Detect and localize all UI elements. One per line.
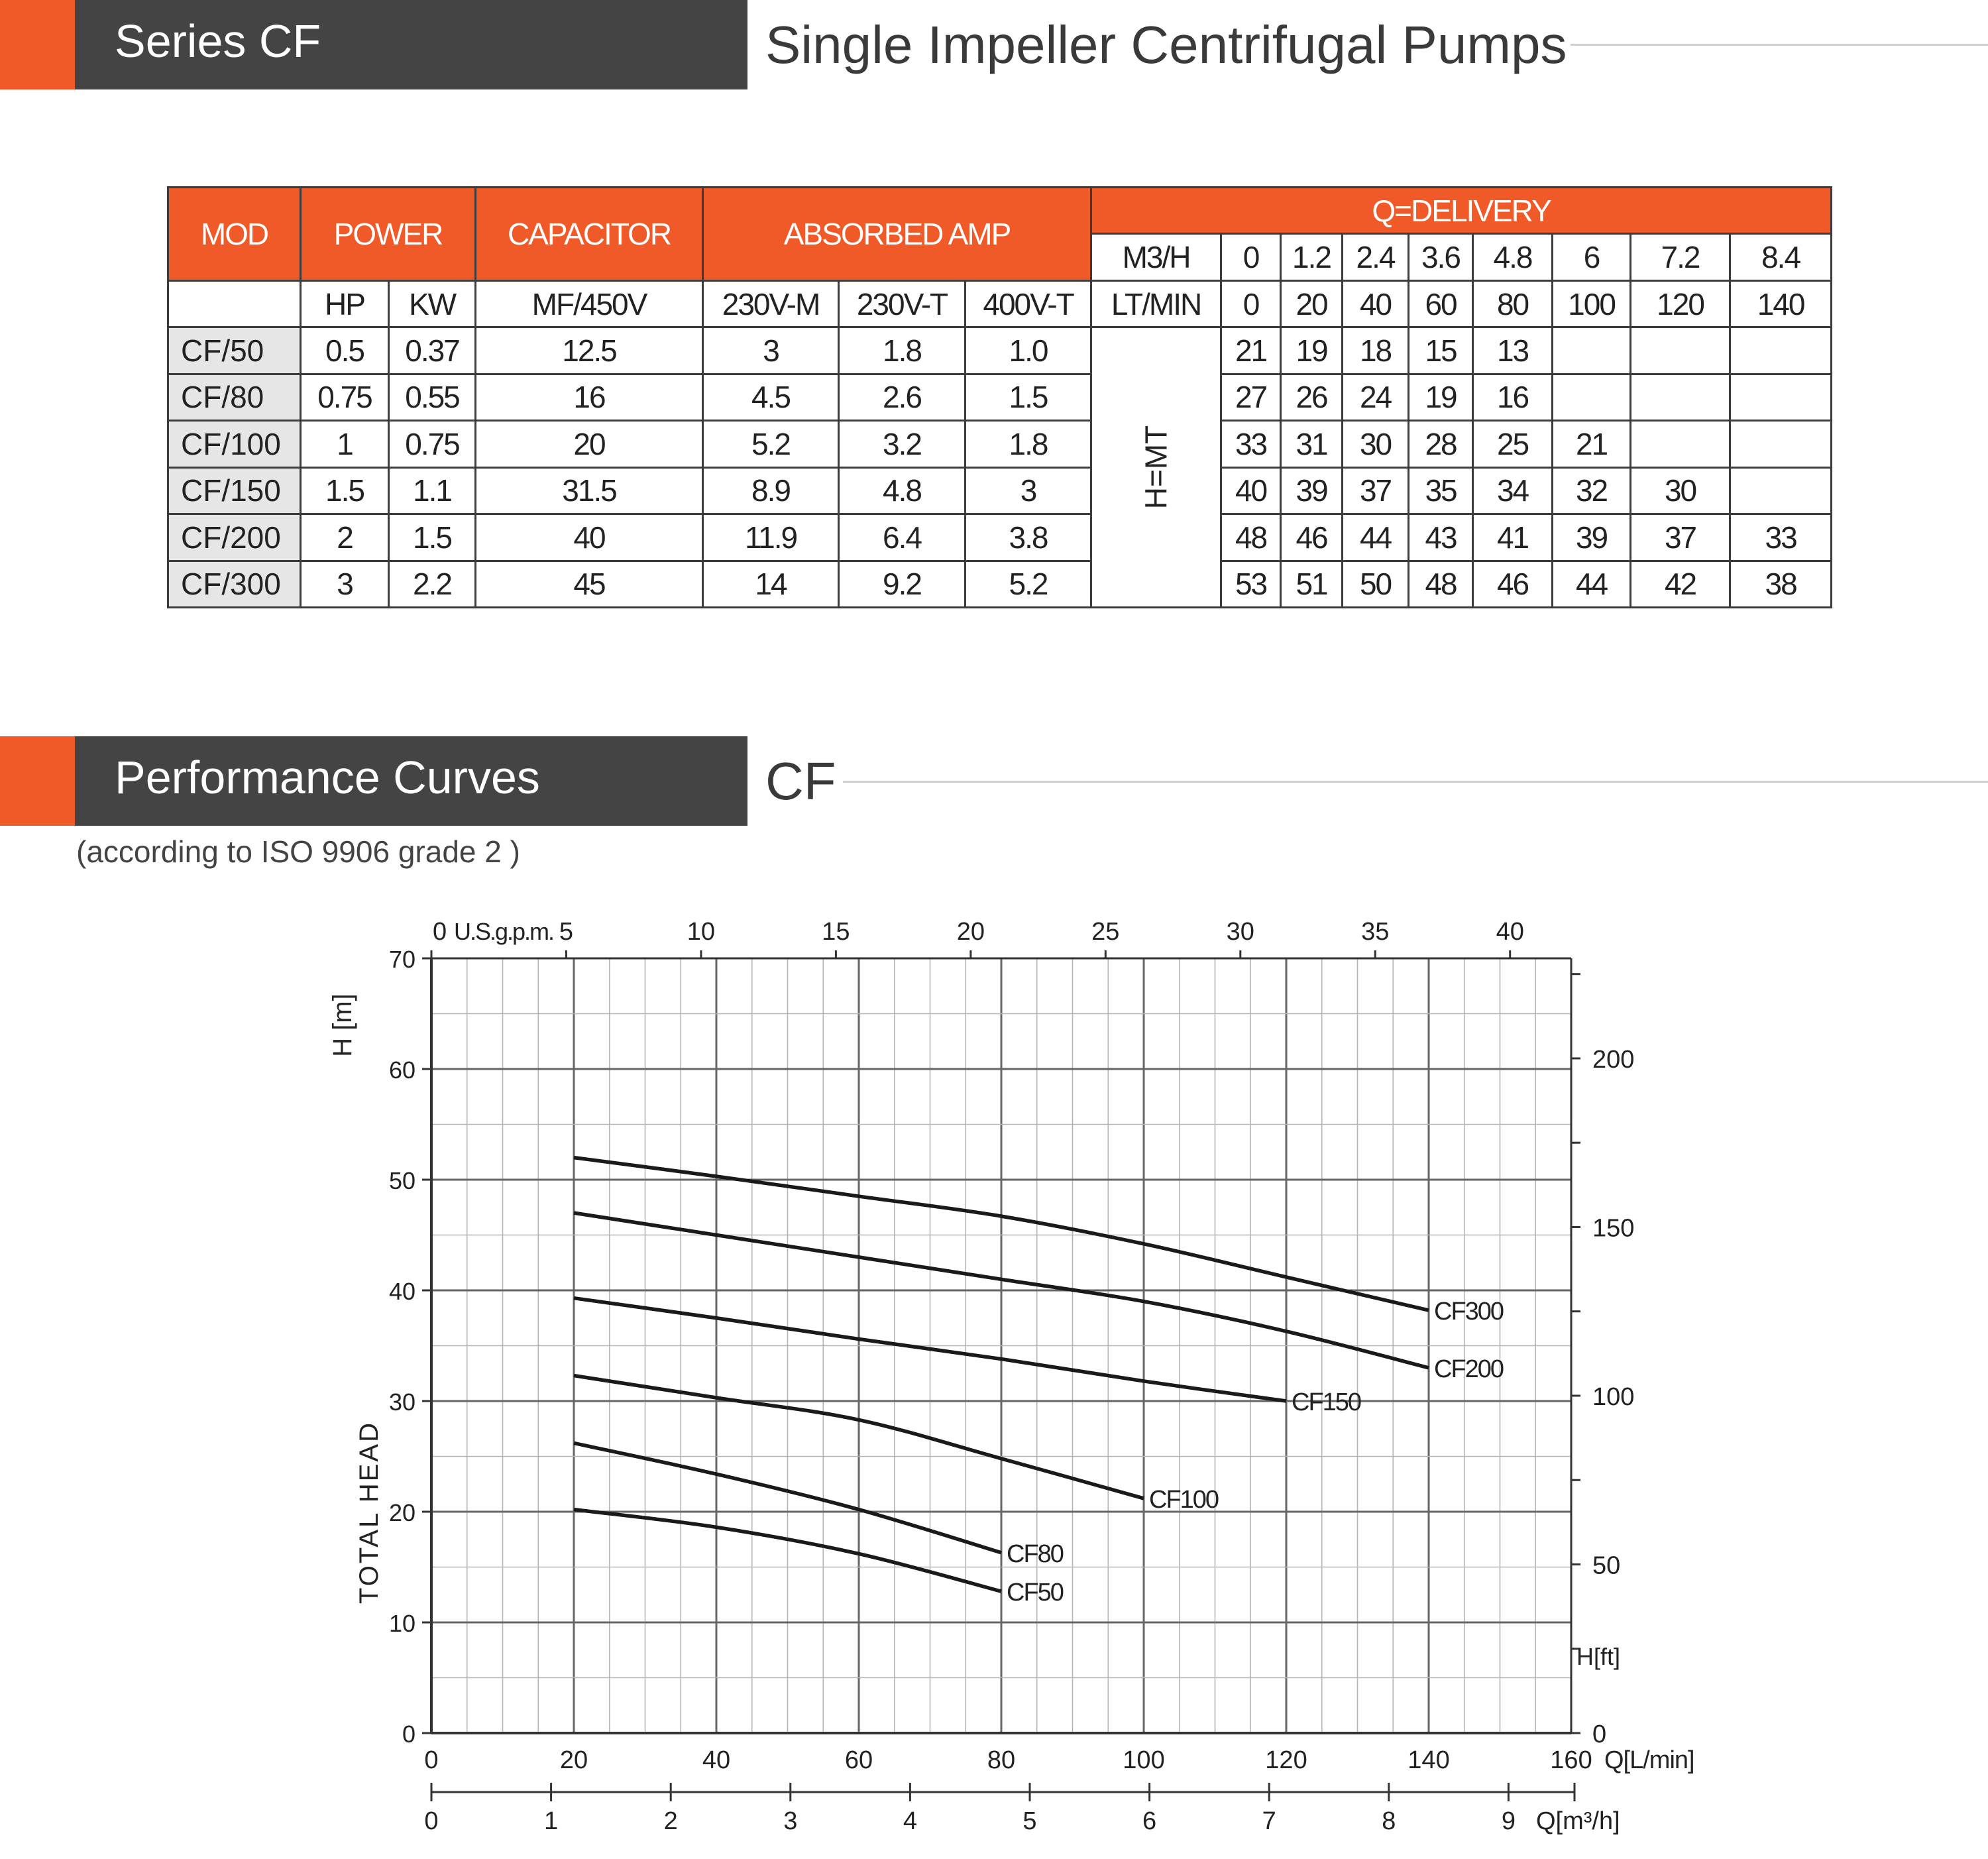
m3h-value: 1.2 — [1281, 234, 1343, 280]
spec-table — [167, 186, 1832, 608]
y-tick-label: 20 — [388, 1499, 415, 1526]
cell-head — [1631, 327, 1730, 374]
cell-a2: 3.2 — [839, 421, 966, 467]
m3h-value: 8.4 — [1730, 234, 1832, 280]
cell-head: 33 — [1730, 514, 1832, 561]
iso-note: (according to ISO 9906 grade 2 ) — [76, 834, 520, 869]
cell-head: 39 — [1553, 514, 1631, 561]
x-tick-label-lmin: 100 — [1123, 1746, 1165, 1774]
cell-head: 32 — [1553, 467, 1631, 514]
cell-a1: 5.2 — [703, 421, 839, 467]
sub-mf: MF/450V — [476, 280, 703, 327]
gpm-tick-label: 0 — [433, 918, 447, 946]
cell-head — [1730, 467, 1832, 514]
header-accent — [0, 736, 75, 826]
x-tick-label-m3h: 3 — [783, 1807, 798, 1835]
ft-tick-label: 200 — [1592, 1045, 1635, 1074]
cell-head: 44 — [1553, 561, 1631, 607]
cell-head: 19 — [1281, 327, 1343, 374]
sub-400v-t: 400V-T — [966, 280, 1091, 327]
cell-a3: 3 — [966, 467, 1091, 514]
cell-head — [1631, 421, 1730, 467]
x-tick-label-lmin: 0 — [424, 1746, 439, 1774]
cell-model: CF/50 — [168, 327, 301, 374]
m3h-label: M3/H — [1091, 234, 1221, 280]
series-label-cf150: CF150 — [1292, 1388, 1361, 1416]
ft-axis-label: H[ft] — [1576, 1643, 1621, 1671]
cell-head: 35 — [1409, 467, 1473, 514]
y-tick-label: 50 — [388, 1167, 415, 1194]
cell-head: 15 — [1409, 327, 1473, 374]
cell-head — [1553, 327, 1631, 374]
cell-head: 13 — [1473, 327, 1553, 374]
cell-a2: 1.8 — [839, 327, 966, 374]
y-tick-label: 60 — [388, 1056, 415, 1084]
performance-title: Performance Curves — [115, 752, 540, 803]
gpm-tick-label: 35 — [1361, 918, 1390, 946]
cell-head: 44 — [1343, 514, 1409, 561]
ltmin-value: 80 — [1473, 280, 1553, 327]
cell-head: 51 — [1281, 561, 1343, 607]
cell-head: 53 — [1221, 561, 1281, 607]
cell-cap: 16 — [476, 374, 703, 420]
header-bar — [75, 736, 747, 826]
x-tick-label-lmin: 60 — [844, 1746, 873, 1774]
gpm-tick-label: 25 — [1091, 918, 1120, 946]
cell-a2: 6.4 — [839, 514, 966, 561]
ltmin-value: 40 — [1343, 280, 1409, 327]
series-label-cf50: CF50 — [1007, 1579, 1063, 1607]
y-tick-label: 30 — [388, 1388, 415, 1416]
cell-head: 25 — [1473, 421, 1553, 467]
x-tick-label-lmin: 40 — [702, 1746, 731, 1774]
cell-head — [1553, 374, 1631, 420]
y-tick-label: 40 — [388, 1278, 415, 1305]
x-tick-label-lmin: 80 — [987, 1746, 1016, 1774]
cell-head — [1730, 327, 1832, 374]
m3h-value: 0 — [1221, 234, 1281, 280]
cell-kw: 1.5 — [389, 514, 476, 561]
series-label-cf200: CF200 — [1434, 1355, 1504, 1383]
cell-a3: 5.2 — [966, 561, 1091, 607]
cell-head: 46 — [1281, 514, 1343, 561]
cell-head: 37 — [1631, 514, 1730, 561]
x-tick-label-m3h: 0 — [424, 1807, 439, 1835]
gpm-axis-label: U.S.g.p.m. — [454, 918, 554, 945]
cell-kw: 0.75 — [389, 421, 476, 467]
cell-a1: 8.9 — [703, 467, 839, 514]
cell-model: CF/100 — [168, 421, 301, 467]
gpm-tick-label: 10 — [687, 918, 716, 946]
cell-a2: 2.6 — [839, 374, 966, 420]
cell-head: 30 — [1631, 467, 1730, 514]
m3h-value: 4.8 — [1473, 234, 1553, 280]
cell-a1: 14 — [703, 561, 839, 607]
cell-a2: 4.8 — [839, 467, 966, 514]
x-tick-label-m3h: 9 — [1501, 1807, 1516, 1835]
cell-hp: 3 — [301, 561, 389, 607]
sub-230v-m: 230V-M — [703, 280, 839, 327]
cell-head — [1631, 374, 1730, 420]
cell-cap: 20 — [476, 421, 703, 467]
col-power: POWER — [301, 188, 476, 281]
series-title: Series CF — [115, 15, 321, 67]
cell-a1: 4.5 — [703, 374, 839, 420]
gpm-tick-label: 20 — [956, 918, 985, 946]
performance-subtitle: CF — [765, 752, 836, 811]
cell-a3: 1.0 — [966, 327, 1091, 374]
cell-head: 39 — [1281, 467, 1343, 514]
cell-a1: 3 — [703, 327, 839, 374]
ltmin-value: 60 — [1409, 280, 1473, 327]
blank-cell — [168, 280, 301, 327]
cell-head: 16 — [1473, 374, 1553, 420]
cell-kw: 1.1 — [389, 467, 476, 514]
col-mod: MOD — [168, 188, 301, 281]
cell-head: 37 — [1343, 467, 1409, 514]
x-tick-label-m3h: 5 — [1022, 1807, 1037, 1835]
x-axis-label-m3h: Q[m³/h] — [1536, 1807, 1620, 1835]
gpm-tick-label: 30 — [1226, 918, 1254, 946]
ltmin-value: 140 — [1730, 280, 1832, 327]
header-accent — [0, 0, 75, 89]
performance-chart — [0, 895, 1988, 1859]
cell-head: 40 — [1221, 467, 1281, 514]
cell-hp: 2 — [301, 514, 389, 561]
cell-head: 21 — [1221, 327, 1281, 374]
cell-head: 19 — [1409, 374, 1473, 420]
col-absorbed-amp: ABSORBED AMP — [703, 188, 1091, 281]
cell-a3: 1.8 — [966, 421, 1091, 467]
y-unit-label: H [m] — [328, 993, 357, 1057]
cell-a1: 11.9 — [703, 514, 839, 561]
cell-head: 18 — [1343, 327, 1409, 374]
ltmin-value: 100 — [1553, 280, 1631, 327]
gpm-tick-label: 5 — [559, 918, 574, 946]
y-axis-label: TOTAL HEAD — [355, 1421, 384, 1604]
cell-head: 50 — [1343, 561, 1409, 607]
cell-head: 41 — [1473, 514, 1553, 561]
cell-head: 30 — [1343, 421, 1409, 467]
cell-head: 46 — [1473, 561, 1553, 607]
series-header — [0, 0, 747, 89]
ltmin-label: LT/MIN — [1091, 280, 1221, 327]
x-axis-label-lmin: Q[L/min] — [1604, 1746, 1694, 1774]
cell-head: 33 — [1221, 421, 1281, 467]
ltmin-value: 120 — [1631, 280, 1730, 327]
col-capacitor: CAPACITOR — [476, 188, 703, 281]
sub-230v-t: 230V-T — [839, 280, 966, 327]
cell-cap: 45 — [476, 561, 703, 607]
col-delivery: Q=DELIVERY — [1091, 188, 1832, 234]
x-tick-label-lmin: 140 — [1408, 1746, 1450, 1774]
m3h-value: 6 — [1553, 234, 1631, 280]
series-label-cf100: CF100 — [1149, 1485, 1219, 1514]
gpm-tick-label: 15 — [822, 918, 850, 946]
x-tick-label-lmin: 120 — [1265, 1746, 1307, 1774]
cell-head: 21 — [1553, 421, 1631, 467]
x-tick-label-m3h: 6 — [1142, 1807, 1157, 1835]
cell-model: CF/150 — [168, 467, 301, 514]
sub-hp: HP — [301, 280, 389, 327]
y-tick-label: 10 — [388, 1610, 415, 1637]
cell-head: 48 — [1221, 514, 1281, 561]
m3h-value: 3.6 — [1409, 234, 1473, 280]
cell-head: 31 — [1281, 421, 1343, 467]
cell-head: 34 — [1473, 467, 1553, 514]
cell-kw: 2.2 — [389, 561, 476, 607]
x-tick-label-m3h: 2 — [663, 1807, 678, 1835]
performance-header — [0, 736, 747, 826]
cell-cap: 12.5 — [476, 327, 703, 374]
ft-tick-label: 150 — [1592, 1214, 1635, 1243]
cell-hp: 1.5 — [301, 467, 389, 514]
x-tick-label-m3h: 7 — [1262, 1807, 1276, 1835]
cell-head: 42 — [1631, 561, 1730, 607]
cell-a3: 1.5 — [966, 374, 1091, 420]
cell-head: 48 — [1409, 561, 1473, 607]
x-tick-label-lmin: 160 — [1550, 1746, 1592, 1774]
x-tick-label-lmin: 20 — [559, 1746, 588, 1774]
cell-hp: 0.5 — [301, 327, 389, 374]
x-tick-label-m3h: 4 — [903, 1807, 917, 1835]
ft-tick-label: 50 — [1592, 1551, 1621, 1580]
cell-hp: 1 — [301, 421, 389, 467]
cell-model: CF/300 — [168, 561, 301, 607]
hmt-label-cell — [1091, 327, 1221, 608]
cell-head: 26 — [1281, 374, 1343, 420]
series-label-cf300: CF300 — [1434, 1298, 1504, 1326]
cell-head: 28 — [1409, 421, 1473, 467]
cell-a3: 3.8 — [966, 514, 1091, 561]
ltmin-value: 0 — [1221, 280, 1281, 327]
header-rule — [1571, 44, 1988, 46]
cell-a2: 9.2 — [839, 561, 966, 607]
cell-head: 43 — [1409, 514, 1473, 561]
series-label-cf80: CF80 — [1007, 1540, 1063, 1568]
x-tick-label-m3h: 1 — [544, 1807, 559, 1835]
cell-head: 38 — [1730, 561, 1832, 607]
y-tick-label: 70 — [388, 946, 415, 973]
ft-tick-label: 100 — [1592, 1382, 1635, 1411]
header-bar — [75, 0, 747, 89]
sub-kw: KW — [389, 280, 476, 327]
cell-model: CF/200 — [168, 514, 301, 561]
x-tick-label-m3h: 8 — [1382, 1807, 1396, 1835]
ltmin-value: 20 — [1281, 280, 1343, 327]
ft-tick-label: 0 — [1592, 1720, 1607, 1748]
cell-cap: 40 — [476, 514, 703, 561]
cell-head — [1730, 374, 1832, 420]
cell-cap: 31.5 — [476, 467, 703, 514]
series-subtitle: Single Impeller Centrifugal Pumps — [765, 15, 1567, 74]
cell-kw: 0.37 — [389, 327, 476, 374]
cell-model: CF/80 — [168, 374, 301, 420]
hmt-label: H=MT — [1138, 425, 1174, 510]
cell-head: 24 — [1343, 374, 1409, 420]
header-rule — [843, 781, 1988, 783]
y-tick-label: 0 — [402, 1720, 415, 1748]
gpm-tick-label: 40 — [1496, 918, 1524, 946]
m3h-value: 2.4 — [1343, 234, 1409, 280]
cell-hp: 0.75 — [301, 374, 389, 420]
cell-head — [1730, 421, 1832, 467]
cell-kw: 0.55 — [389, 374, 476, 420]
cell-head: 27 — [1221, 374, 1281, 420]
m3h-value: 7.2 — [1631, 234, 1730, 280]
